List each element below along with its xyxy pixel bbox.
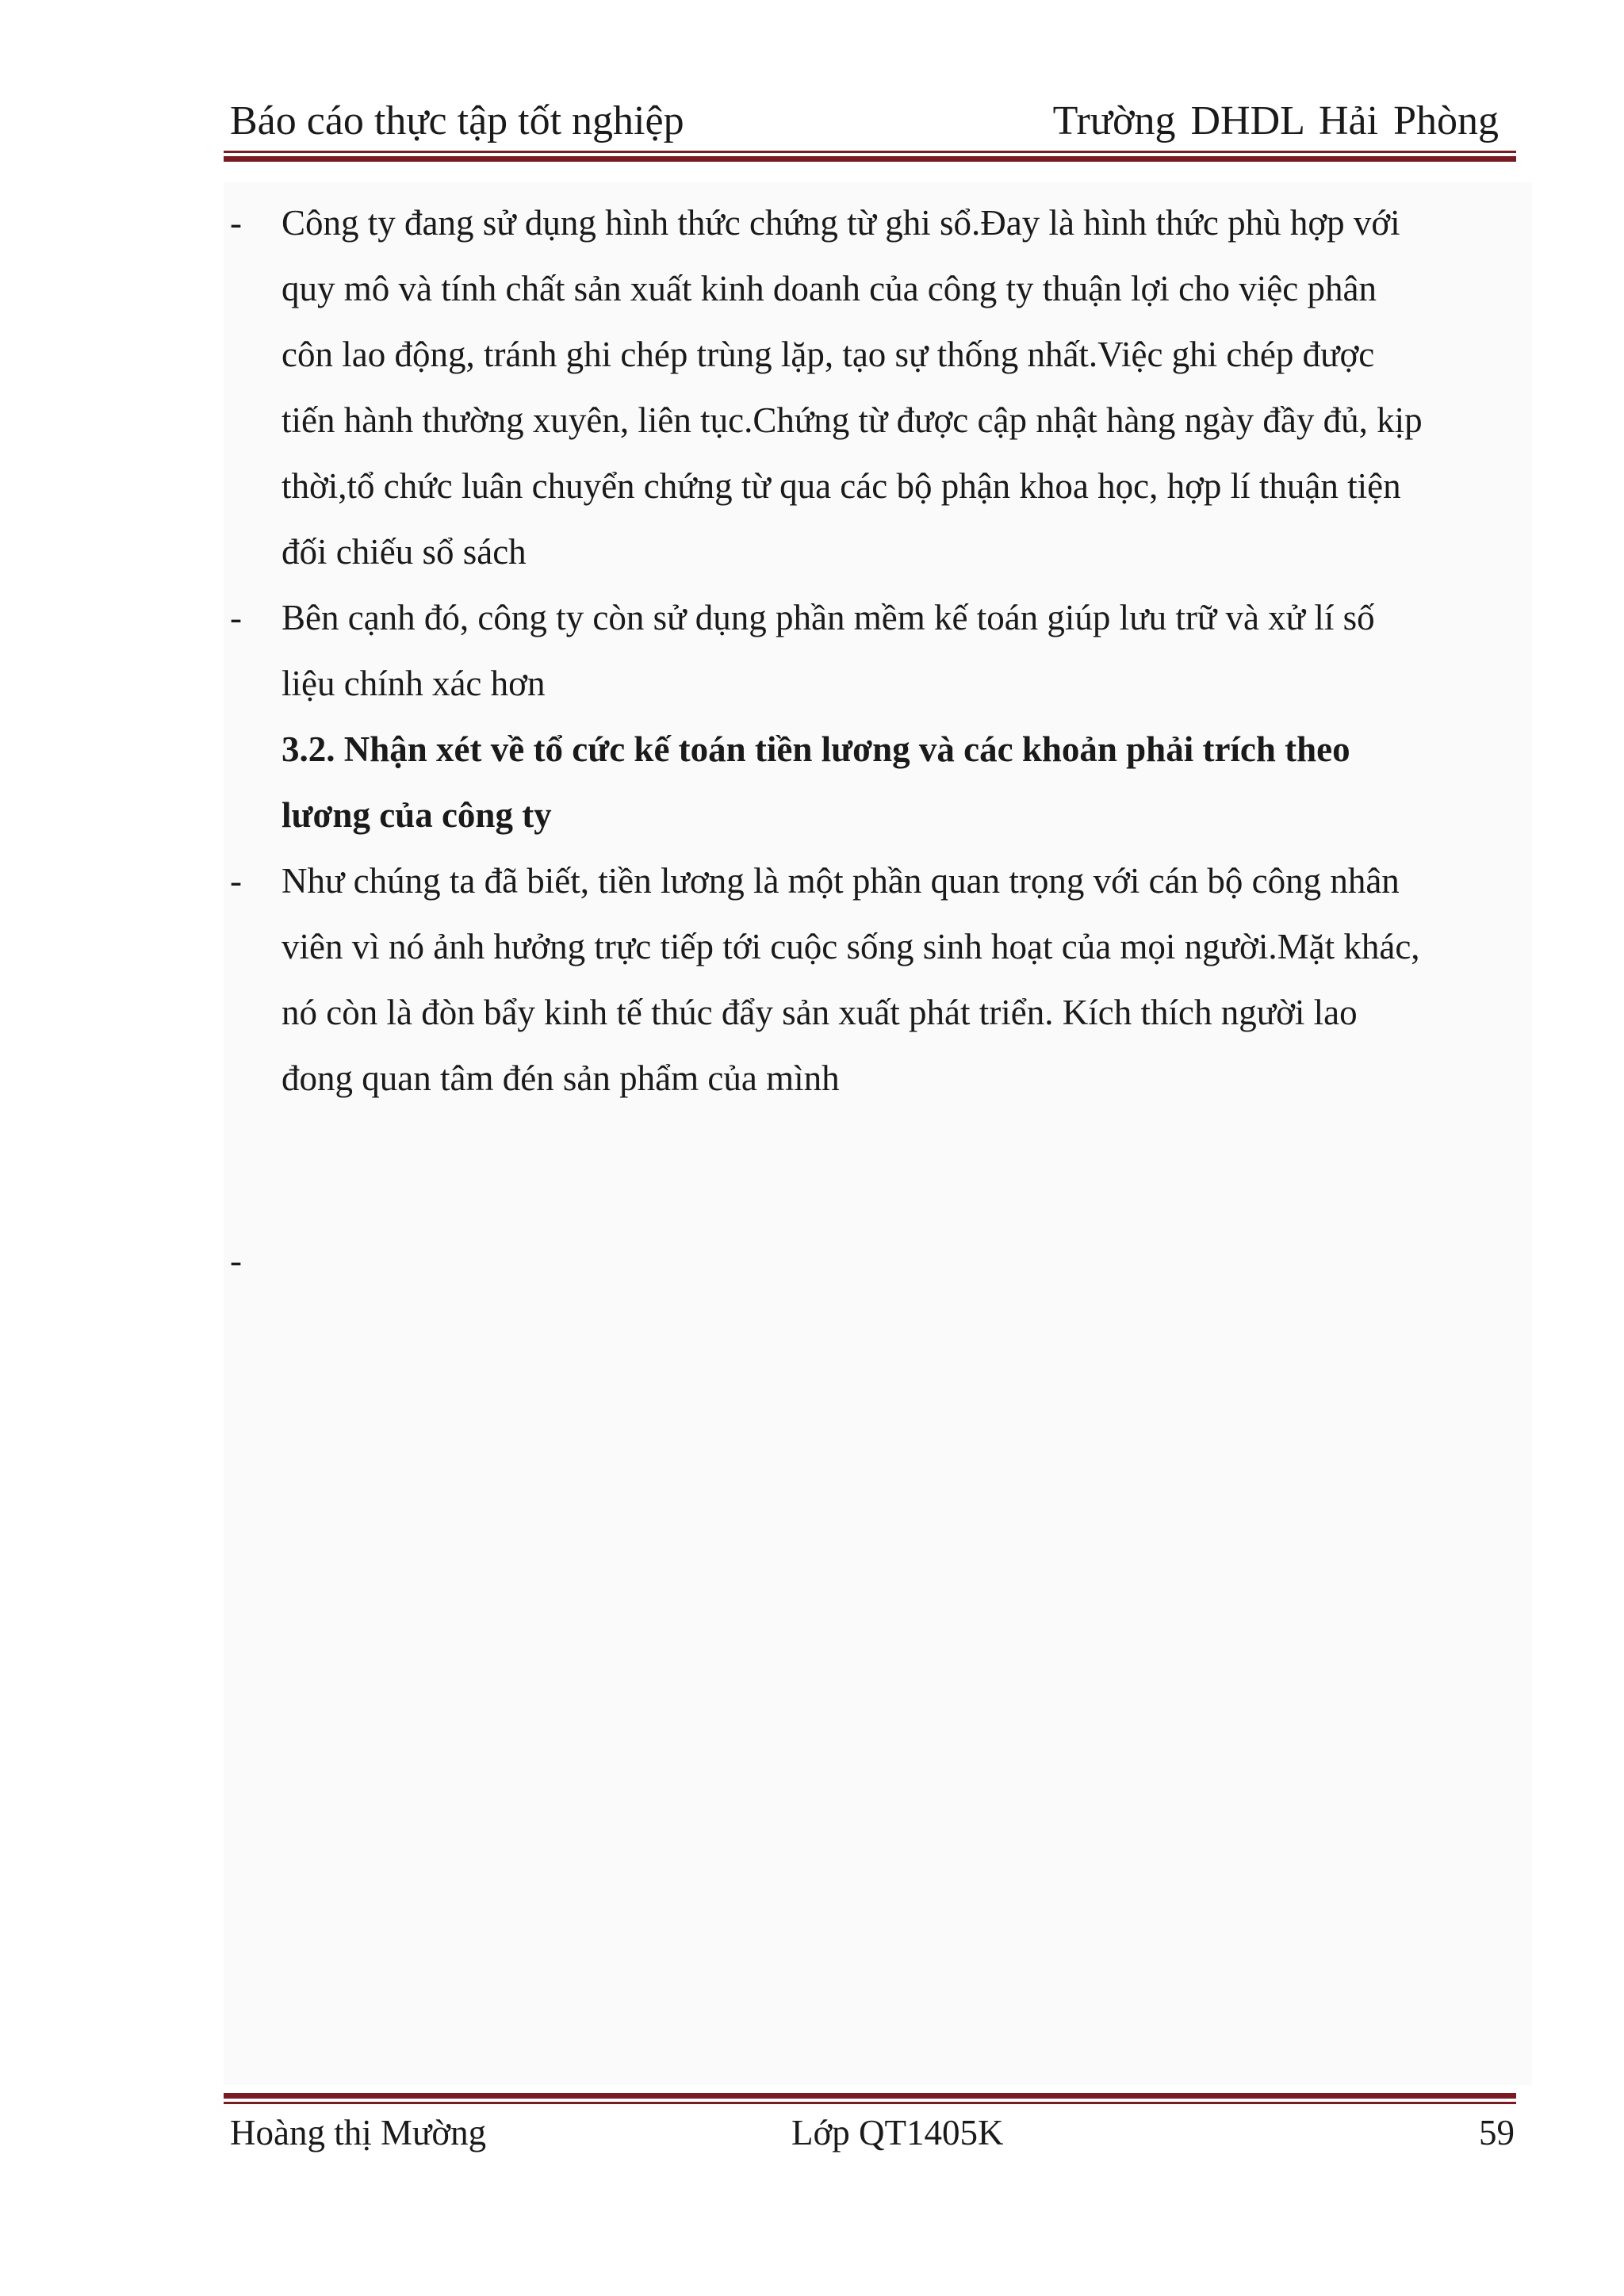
paragraph-line: thời,tổ chức luân chuyển chứng từ qua các bộ phận khoa học, hợp lí thuận tiện [282,466,1401,506]
section-heading [230,717,1515,848]
header-rule-thin [224,151,1516,153]
paragraph-line: Bên cạnh đó, công ty còn sử dụng phần mềm kế toán giúp lưu trữ và xử lí số [282,598,1375,637]
bullet-dash: - [230,203,242,243]
paragraph-line: đong quan tâm đén sản phẩm của mình [282,1058,840,1098]
paragraph-line: đối chiếu sổ sách [282,532,527,572]
header-report-title: Báo cáo thực tập tốt nghiệp [230,98,684,144]
footer-author: Hoàng thị Mường [230,2113,487,2152]
section-heading-line: lương của công ty [282,795,552,835]
paragraph-line: quy mô và tính chất sản xuất kinh doanh của công ty thuận lợi cho việc phân [282,269,1377,308]
footer-rule-thin [224,2102,1516,2104]
paragraph-line: côn lao động, tránh ghi chép trùng lặp, tạo sự thống nhất.Việc ghi chép được [282,335,1375,374]
bullet-paragraph-1 [230,190,1515,585]
footer-rule-thick [224,2093,1516,2099]
bullet-paragraph-3 [230,848,1515,1112]
paragraph-line: Như chúng ta đã biết, tiền lương là một phần quan trọng với cán bộ công nhân [282,861,1400,901]
paragraph-line: tiến hành thường xuyên, liên tục.Chứng từ được cập nhật hàng ngày đầy đủ, kịp [282,400,1423,440]
paragraph-line: viên vì nó ảnh hưởng trực tiếp tới cuộc sống sinh hoạt của mọi người.Mặt khác, [282,927,1420,966]
header-rule-thick [224,156,1516,162]
bullet-paragraph-2 [230,585,1515,717]
bullet-dash: - [230,861,242,901]
header-school-name: Trường DHDL Hải Phòng [1052,98,1499,144]
footer-class: Lớp QT1405K [791,2113,1004,2152]
empty-bullet-dash: - [230,1241,242,1280]
bullet-dash: - [230,598,242,637]
paragraph-line: Công ty đang sử dụng hình thức chứng từ ghi sổ.Đay là hình thức phù hợp với [282,203,1400,243]
paragraph-line: nó còn là đòn bẩy kinh tế thúc đẩy sản xuất phát triển. Kích thích người lao [282,993,1358,1032]
section-heading-line: 3.2. Nhận xét về tổ cức kế toán tiền lương và các khoản phải trích theo [282,729,1350,769]
page-footer [230,2105,1515,2160]
page-body [230,190,1515,1112]
paragraph-line: liệu chính xác hơn [282,664,546,703]
page-number: 59 [1479,2113,1515,2152]
page-header [230,94,1499,149]
